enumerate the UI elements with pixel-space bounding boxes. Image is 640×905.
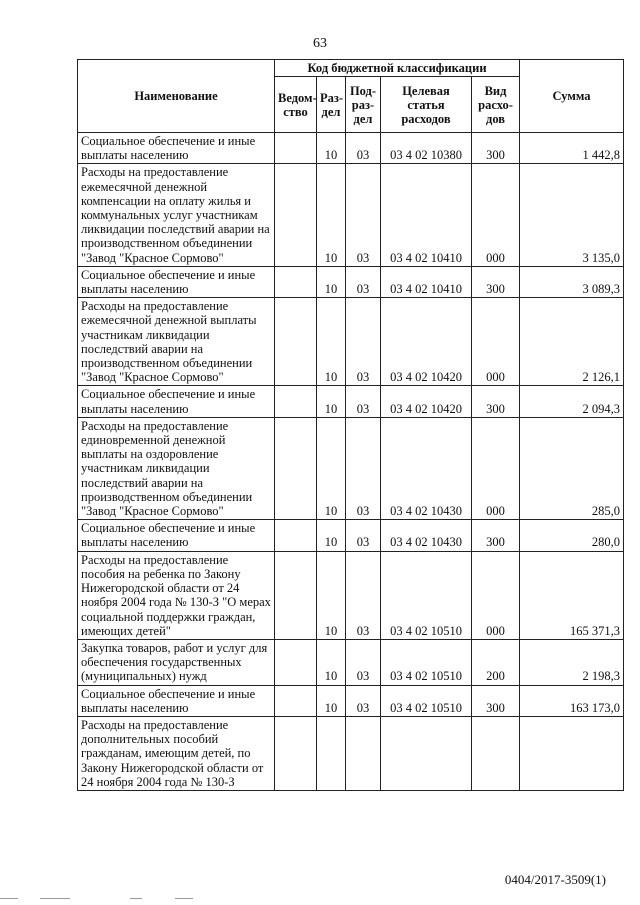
row-vid: 200 — [472, 639, 520, 685]
table-row — [78, 298, 624, 386]
row-summa: 280,0 — [520, 520, 624, 551]
row-razdel: 10 — [317, 133, 346, 164]
header-kod-group: Код бюджетной классификации — [275, 60, 520, 77]
row-vid: 300 — [472, 685, 520, 716]
row-podrazdel: 03 — [346, 133, 381, 164]
row-podrazdel: 03 — [346, 417, 381, 519]
table-body — [78, 133, 624, 791]
header-vedomstvo: Ведом-ство — [275, 77, 317, 133]
header-name: Наименование — [78, 60, 275, 133]
row-name: Социальное обеспечение и иные выплаты населению — [78, 133, 275, 164]
table-row — [78, 551, 624, 639]
row-vid: 300 — [472, 520, 520, 551]
row-statya: 03 4 02 10510 — [381, 551, 472, 639]
table-row — [78, 266, 624, 297]
row-vedomstvo — [275, 386, 317, 417]
row-name: Расходы на предоставление пособия на ребенка по Закону Нижегородской области от 24 ноября 2004 года № 130-З "О мерах социальной поддержки граждан, имеющих детей" — [78, 551, 275, 639]
row-summa: 3 089,3 — [520, 266, 624, 297]
row-vedomstvo — [275, 417, 317, 519]
row-vid: 300 — [472, 266, 520, 297]
row-podrazdel: 03 — [346, 386, 381, 417]
row-razdel: 10 — [317, 417, 346, 519]
row-vid: 300 — [472, 133, 520, 164]
scan-artifact — [0, 898, 640, 902]
header-summa: Сумма — [520, 60, 624, 133]
row-summa: 1 442,8 — [520, 133, 624, 164]
row-summa: 285,0 — [520, 417, 624, 519]
row-statya: 03 4 02 10510 — [381, 685, 472, 716]
table-row — [78, 639, 624, 685]
row-razdel: 10 — [317, 386, 346, 417]
row-name: Социальное обеспечение и иные выплаты населению — [78, 520, 275, 551]
row-razdel: 10 — [317, 685, 346, 716]
row-razdel: 10 — [317, 520, 346, 551]
row-name: Расходы на предоставление ежемесячной денежной компенсации на оплату жилья и коммунальных услуг участникам ликвидации последствий аварии на производственном объединении "Завод "Красное Сормово" — [78, 164, 275, 266]
row-statya: 03 4 02 10420 — [381, 386, 472, 417]
row-summa — [520, 716, 624, 790]
row-statya: 03 4 02 10420 — [381, 298, 472, 386]
row-name: Закупка товаров, работ и услуг для обеспечения государственных (муниципальных) нужд — [78, 639, 275, 685]
table-row — [78, 417, 624, 519]
row-vedomstvo — [275, 551, 317, 639]
row-vedomstvo — [275, 133, 317, 164]
row-vedomstvo — [275, 266, 317, 297]
row-summa: 2 126,1 — [520, 298, 624, 386]
table-row — [78, 133, 624, 164]
row-statya: 03 4 02 10430 — [381, 417, 472, 519]
row-vid — [472, 716, 520, 790]
row-podrazdel: 03 — [346, 164, 381, 266]
row-podrazdel — [346, 716, 381, 790]
header-podrazdel: Под-раз-дел — [346, 77, 381, 133]
row-razdel: 10 — [317, 298, 346, 386]
table-row — [78, 386, 624, 417]
table-row — [78, 685, 624, 716]
page-number: 63 — [313, 36, 327, 51]
row-vedomstvo — [275, 298, 317, 386]
row-summa: 163 173,0 — [520, 685, 624, 716]
row-vedomstvo — [275, 716, 317, 790]
table-row — [78, 716, 624, 790]
row-vedomstvo — [275, 639, 317, 685]
row-vid: 000 — [472, 164, 520, 266]
row-podrazdel: 03 — [346, 551, 381, 639]
row-name: Социальное обеспечение и иные выплаты населению — [78, 386, 275, 417]
row-vedomstvo — [275, 520, 317, 551]
row-name: Расходы на предоставление дополнительных пособий гражданам, имеющим детей, по Закону Нижегородской области от 24 ноября 2004 года № 130-З — [78, 716, 275, 790]
row-statya: 03 4 02 10380 — [381, 133, 472, 164]
row-podrazdel: 03 — [346, 266, 381, 297]
row-razdel — [317, 716, 346, 790]
budget-table — [77, 59, 624, 791]
row-razdel: 10 — [317, 639, 346, 685]
row-razdel: 10 — [317, 164, 346, 266]
row-statya: 03 4 02 10410 — [381, 164, 472, 266]
row-razdel: 10 — [317, 551, 346, 639]
row-summa: 2 198,3 — [520, 639, 624, 685]
row-summa: 3 135,0 — [520, 164, 624, 266]
row-vid: 000 — [472, 551, 520, 639]
row-vid: 000 — [472, 417, 520, 519]
row-statya: 03 4 02 10510 — [381, 639, 472, 685]
row-vedomstvo — [275, 685, 317, 716]
table-row — [78, 164, 624, 266]
row-name: Социальное обеспечение и иные выплаты населению — [78, 685, 275, 716]
document-code: 0404/2017-3509(1) — [504, 872, 606, 887]
table-row — [78, 520, 624, 551]
row-podrazdel: 03 — [346, 639, 381, 685]
row-razdel: 10 — [317, 266, 346, 297]
row-vid: 300 — [472, 386, 520, 417]
row-name: Расходы на предоставление единовременной денежной выплаты на оздоровление участникам ликвидации последствий аварии на производственном объединении "Завод "Красное Сормово" — [78, 417, 275, 519]
row-podrazdel: 03 — [346, 685, 381, 716]
header-vid: Вид расхо-дов — [472, 77, 520, 133]
row-statya — [381, 716, 472, 790]
row-statya: 03 4 02 10430 — [381, 520, 472, 551]
table-header — [78, 60, 624, 133]
row-name: Расходы на предоставление ежемесячной денежной выплаты участникам ликвидации последствий аварии на производственном объединении "Завод "Красное Сормово" — [78, 298, 275, 386]
row-podrazdel: 03 — [346, 520, 381, 551]
row-vid: 000 — [472, 298, 520, 386]
header-statya: Целевая статья расходов — [381, 77, 472, 133]
row-summa: 2 094,3 — [520, 386, 624, 417]
row-summa: 165 371,3 — [520, 551, 624, 639]
row-name: Социальное обеспечение и иные выплаты населению — [78, 266, 275, 297]
row-vedomstvo — [275, 164, 317, 266]
row-podrazdel: 03 — [346, 298, 381, 386]
header-razdel: Раз-дел — [317, 77, 346, 133]
row-statya: 03 4 02 10410 — [381, 266, 472, 297]
